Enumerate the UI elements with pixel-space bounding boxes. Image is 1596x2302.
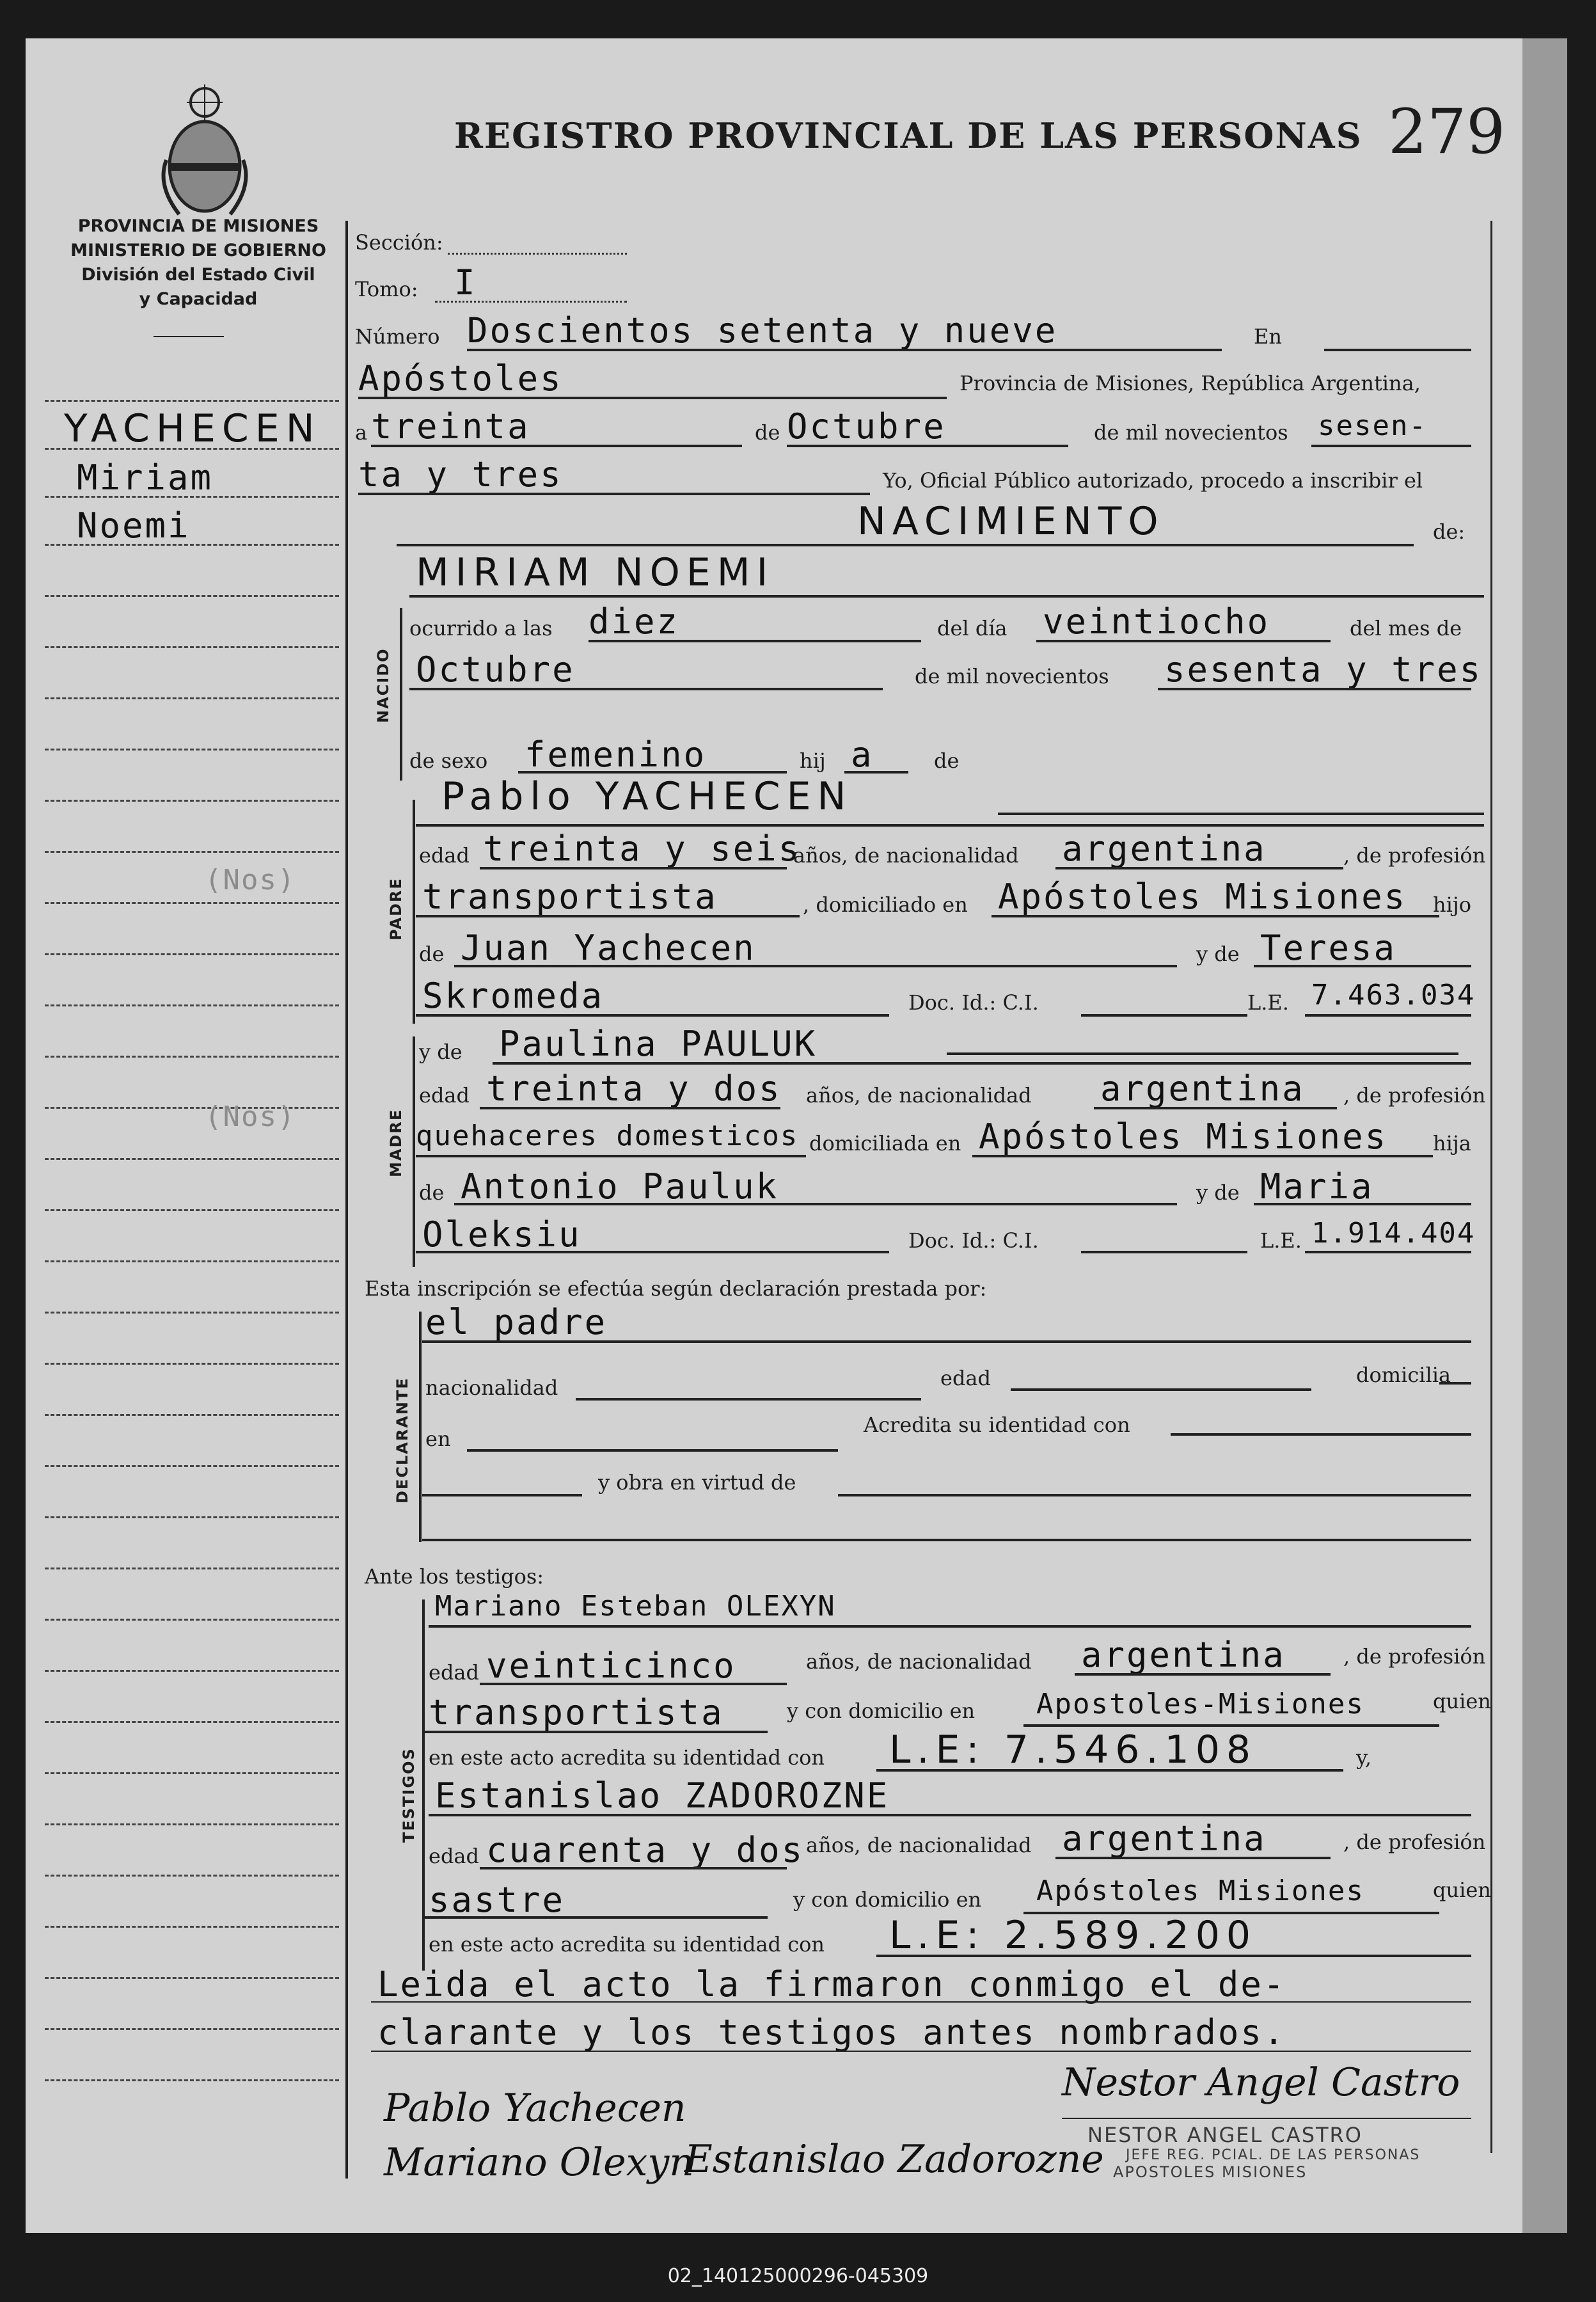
- official-stamp: [1087, 2123, 1420, 2181]
- tomo-value: I: [454, 262, 477, 303]
- record-page: [26, 38, 1567, 2233]
- madre-de-padre-1: Teresa: [1260, 928, 1397, 968]
- nacido-de-label: de: [934, 749, 960, 773]
- testigo1-domicilio-value: Apostoles-Misiones: [1036, 1688, 1364, 1720]
- margin-annotation-2: (Nos): [205, 1100, 296, 1133]
- acto-value: NACIMIENTO: [857, 499, 1165, 544]
- dia-value: treinta: [371, 406, 530, 447]
- padre-nombre: Pablo YACHECEN: [441, 774, 853, 819]
- province-line: PROVINCIA DE MISIONES: [77, 216, 319, 236]
- nacido-anio-value: sesenta y tres: [1164, 649, 1483, 690]
- image-id-footer: 02_140125000296-045309: [667, 2265, 929, 2287]
- testigo2-nacionalidad-value: argentina: [1062, 1818, 1267, 1859]
- testigo2-profesion-label: , de profesión: [1343, 1830, 1486, 1854]
- page-number: 279: [1388, 96, 1506, 168]
- madre-edad-label: edad: [419, 1083, 470, 1107]
- division-line: División del Estado Civil: [81, 265, 315, 285]
- signature-3: Estanislao Zadorozne: [684, 2137, 1104, 2182]
- testigos-intro-label: Ante los testigos:: [365, 1564, 544, 1589]
- testigo2-quien-label: quien: [1433, 1878, 1491, 1902]
- madre-profesion-value: quehaceres domesticos: [416, 1120, 799, 1152]
- madre-edad-value: treinta y dos: [486, 1068, 782, 1109]
- padre-le-label: L.E.: [1247, 990, 1289, 1015]
- anio-value-2: ta y tres: [358, 454, 563, 495]
- page-binding: [1522, 38, 1567, 2233]
- de-label: de: [755, 420, 780, 445]
- testigo1-edad-label: edad: [429, 1660, 479, 1685]
- testigo2-nacionalidad-label: años, de nacionalidad: [806, 1833, 1032, 1857]
- sexo-value: femenino: [525, 734, 707, 775]
- testigo2-edad-value: cuarenta y dos: [486, 1830, 805, 1870]
- testigo1-profesion-label: , de profesión: [1343, 1644, 1486, 1669]
- nacido-nombre: MIRIAM NOEMI: [416, 550, 775, 595]
- madre-profesion-label: , de profesión: [1343, 1083, 1486, 1107]
- testigo2-doc-value: L.E: 2.589.200: [889, 1913, 1258, 1958]
- stamp-place: APOSTOLES MISIONES: [1113, 2163, 1308, 2181]
- padre-le-value: 7.463.034: [1311, 979, 1476, 1012]
- capacity-line: y Capacidad: [139, 289, 258, 309]
- padre-profesion-value: transportista: [422, 877, 718, 917]
- de-colon-label: de:: [1433, 520, 1466, 544]
- testigo1-domicilio-label: y con domicilio en: [787, 1699, 976, 1723]
- nacido-dia-value: veintiocho: [1043, 601, 1270, 642]
- padre-edad-value: treinta y seis: [483, 829, 802, 869]
- closing-line-2: clarante y los testigos antes nombrados.: [377, 2012, 1286, 2052]
- del-mes-label: del mes de: [1350, 616, 1462, 640]
- padre-de-padre: Juan Yachecen: [461, 928, 756, 968]
- testigo1-quien-label: quien: [1433, 1689, 1491, 1713]
- hora-value: diez: [589, 601, 680, 642]
- lugar-value: Apóstoles: [358, 358, 563, 399]
- margin-second-name: Noemi: [77, 505, 191, 546]
- madre-de-label: de: [419, 1180, 445, 1205]
- testigo2-domicilio-label: y con domicilio en: [793, 1887, 982, 1912]
- testigo1-y-label: y,: [1356, 1745, 1371, 1770]
- stamp-role: JEFE REG. PCIAL. DE LAS PERSONAS: [1126, 2147, 1421, 2163]
- madre-nacionalidad-label: años, de nacionalidad: [806, 1083, 1032, 1107]
- coat-of-arms-icon: [154, 83, 256, 224]
- obra-label: y obra en virtud de: [598, 1470, 796, 1495]
- ministry-line: MINISTERIO DE GOBIERNO: [70, 241, 326, 260]
- padre-de-label: de: [419, 942, 445, 966]
- margin-surname: YACHECEN: [64, 406, 321, 451]
- hija-label: hija: [1433, 1131, 1471, 1155]
- testigo1-nacionalidad-label: años, de nacionalidad: [806, 1649, 1032, 1674]
- closing-line-1: Leida el acto la firmaron conmigo el de-: [377, 1964, 1286, 2004]
- padre-de-madre: Antonio Pauluk: [461, 1166, 779, 1207]
- testigo2-edad-label: edad: [429, 1844, 479, 1868]
- madre-nombre: Paulina PAULUK: [499, 1024, 818, 1064]
- en-label: En: [1254, 324, 1282, 349]
- madre-le-label: L.E.: [1260, 1228, 1302, 1253]
- declarante-edad-label: edad: [940, 1366, 991, 1390]
- madre-nacionalidad-value: argentina: [1100, 1068, 1305, 1109]
- registry-title: REGISTRO PROVINCIAL DE LAS PERSONAS: [454, 115, 1363, 156]
- signature-4: Nestor Angel Castro: [1062, 2060, 1460, 2105]
- signature-2: Mariano Olexyn: [384, 2140, 694, 2185]
- column-divider: [345, 221, 348, 2179]
- ministry-underline: [154, 336, 224, 337]
- testigo2-domicilio-value: Apóstoles Misiones: [1036, 1875, 1364, 1907]
- tomo-label: Tomo:: [355, 277, 418, 301]
- signature-1: Pablo Yachecen: [384, 2086, 686, 2131]
- padre-edad-label: edad: [419, 843, 470, 868]
- provincia-label: Provincia de Misiones, República Argentina,: [960, 371, 1421, 395]
- padre-side-label: PADRE: [387, 877, 405, 941]
- padre-y-de-label: y de: [1196, 942, 1240, 966]
- declarante-nombre: el padre: [425, 1302, 608, 1342]
- sexo-label: de sexo: [409, 749, 488, 773]
- madre-domicilio-value: Apóstoles Misiones: [979, 1116, 1388, 1157]
- declarante-side-label: DECLARANTE: [393, 1377, 411, 1504]
- testigo2-nombre: Estanislao ZADOROZNE: [435, 1775, 890, 1816]
- testigo1-acredita-label: en este acto acredita su identidad con: [429, 1745, 825, 1770]
- stamp-name: NESTOR ANGEL CASTRO: [1087, 2123, 1363, 2147]
- hijo-label: hijo: [1433, 893, 1472, 917]
- margin-first-name: Miriam: [77, 457, 214, 498]
- numero-value: Doscientos setenta y nueve: [467, 310, 1058, 351]
- testigo1-edad-value: veinticinco: [486, 1646, 736, 1686]
- a-label: a: [355, 420, 368, 445]
- declarante-acredita-label: Acredita su identidad con: [864, 1413, 1130, 1437]
- right-border: [1490, 221, 1492, 2153]
- testigo1-nacionalidad-value: argentina: [1081, 1635, 1286, 1675]
- nacido-mes-value: Octubre: [416, 649, 575, 690]
- declarante-en-label: en: [425, 1427, 451, 1451]
- testigos-side-label: TESTIGOS: [400, 1747, 418, 1843]
- anio-value-1: sesen-: [1318, 409, 1427, 442]
- madre-de-madre-1: Maria: [1260, 1166, 1374, 1207]
- testigo2-profesion-value: sastre: [429, 1880, 565, 1920]
- oficial-label: Yo, Oficial Público autorizado, procedo a inscribir el: [883, 468, 1423, 493]
- domiciliada-label: domiciliada en: [809, 1131, 961, 1155]
- seccion-label: Sección:: [355, 230, 443, 255]
- nacido-side-label: NACIDO: [374, 647, 392, 723]
- madre-side-label: MADRE: [387, 1108, 405, 1177]
- nacido-mil-label: de mil novecientos: [915, 664, 1109, 688]
- testigo1-nombre: Mariano Esteban OLEXYN: [435, 1590, 836, 1623]
- testigo2-acredita-label: en este acto acredita su identidad con: [429, 1932, 825, 1957]
- domiciliado-label: , domiciliado en: [803, 893, 968, 917]
- del-dia-label: del día: [937, 616, 1007, 640]
- madre-y-de-label-2: y de: [1196, 1180, 1240, 1205]
- padre-nacionalidad-label: años, de nacionalidad: [793, 843, 1019, 868]
- domicilia-label: domicilia: [1356, 1363, 1451, 1387]
- padre-profesion-label: , de profesión: [1343, 843, 1486, 868]
- ocurrido-label: ocurrido a las: [409, 616, 553, 640]
- madre-de-madre-2: Oleksiu: [422, 1214, 581, 1255]
- padre-domicilio-value: Apóstoles Misiones: [998, 877, 1407, 917]
- madre-le-value: 1.914.404: [1311, 1217, 1476, 1250]
- declaracion-intro-label: Esta inscripción se efectúa según declaración prestada por:: [365, 1276, 987, 1301]
- hij-value: a: [851, 734, 874, 775]
- madre-y-de-label: y de: [419, 1040, 462, 1064]
- madre-de-padre-2: Skromeda: [422, 976, 604, 1016]
- numero-label: Número: [355, 324, 440, 349]
- declarante-nacionalidad-label: nacionalidad: [425, 1376, 558, 1400]
- padre-nacionalidad-value: argentina: [1062, 829, 1267, 869]
- testigo1-doc-value: L.E: 7.546.108: [889, 1727, 1258, 1772]
- padre-doc-label: Doc. Id.: C.I.: [908, 990, 1039, 1015]
- testigo1-profesion-value: transportista: [429, 1692, 724, 1733]
- margin-annotation-1: (Nos): [205, 864, 296, 896]
- ministry-block: [58, 214, 339, 312]
- hij-label: hij: [800, 749, 826, 773]
- mil-label: de mil novecientos: [1094, 420, 1288, 445]
- madre-doc-label: Doc. Id.: C.I.: [908, 1228, 1039, 1253]
- mes-value: Octubre: [787, 406, 946, 447]
